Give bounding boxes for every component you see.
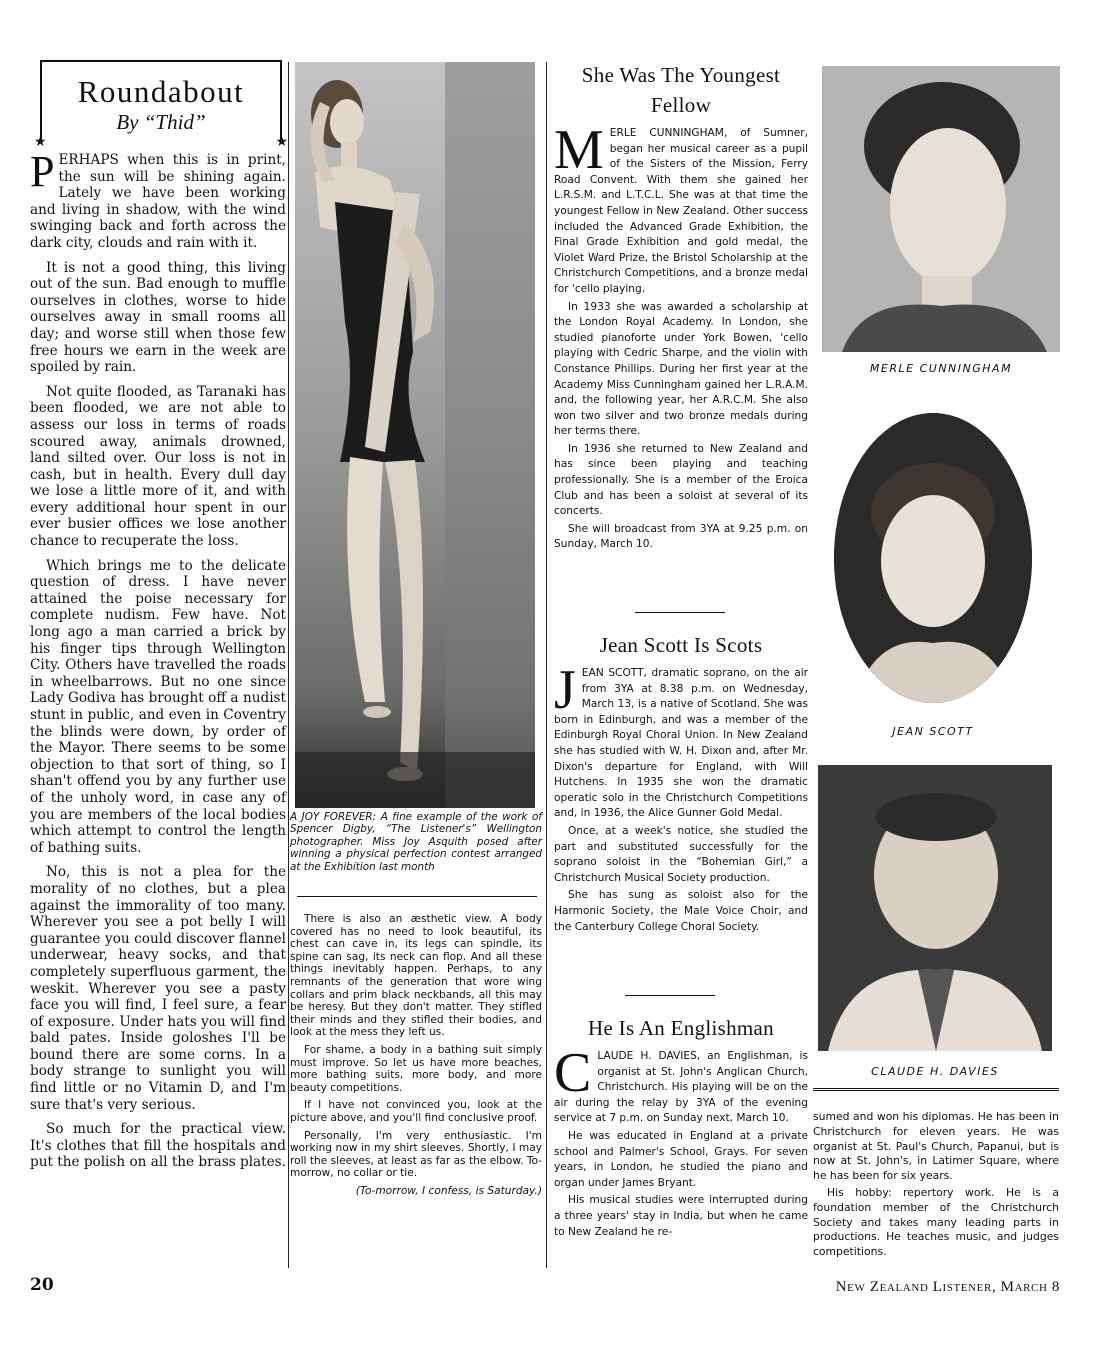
portrait-illustration — [818, 765, 1052, 1051]
paragraph: There is also an æsthetic view. A body covered has no need to look beautiful, its chest can cave in, its legs can spindle, its spine can sag, its neck can flop. And all these things inevitably happen. Perhaps, to any remnants of the generation that wore wing collars and prim black neckbands, all this may be heresy. But they don't matter. They stifled their minds and they stifled their bodies, and look at the mess they left us. — [290, 913, 542, 1039]
merle-cunningham-caption: MERLE CUNNINGHAM — [869, 362, 1013, 375]
divider — [813, 1088, 1059, 1091]
drop-cap: P — [30, 147, 55, 196]
roundabout-continued — [290, 913, 542, 1202]
paragraph: JEAN SCOTT, dramatic soprano, on the air from 3YA at 8.38 p.m. on Wednesday, March 13, is a native of Scotland. She was born in Edinburgh, and was a member of the Edinburgh Royal Choral Union. In New Zealand she has studied with W. H. Dixon and, after Mr. Dixon's departure for England, with Will Hutchens. In 1935 she won the dramatic operatic solo in the Christchurch Competitions and, in 1936, the Alice Gunner Gold Medal. — [554, 659, 808, 820]
paragraph: She will broadcast from 3YA at 9.25 p.m. on Sunday, March 10. — [554, 522, 808, 551]
paragraph: She has sung as soloist also for the Harmonic Society, the Male Voice Choir, and the Canterbury College Choral Society. — [554, 889, 808, 933]
paragraph: PERHAPS when this is in print, the sun will be shining again. Lately we have been working and living in shadow, with the wind swinging back and forth across the dark city, clouds and rain with it. — [30, 147, 286, 251]
cunningham-headline: She Was The Youngest Fellow — [581, 63, 781, 117]
paragraph: Once, at a week's notice, she studied the part and substituted successfully for the soprano soloist in the “Bohemian Girl,” a Christchurch Musical Society production. — [554, 824, 808, 884]
paragraph: So much for the practical view. It's clothes that fill the hospitals and put the polish on all the brass plates. — [30, 1121, 286, 1171]
paragraph: He was educated in England at a private school and Palmer's School, Grays. For seven years, in London, he studied the piano and organ under James Bryant. — [554, 1129, 808, 1189]
jean-scott-photo — [834, 413, 1032, 703]
divider — [635, 612, 725, 613]
joy-asquith-photo — [295, 62, 535, 808]
drop-cap: M — [554, 119, 604, 181]
paragraph: Personally, I'm very enthusiastic. I'm working now in my shirt sleeves. Shortly, I may roll the sleeves, at least as far as the elbow. To-morrow, no collar or tie. — [290, 1129, 542, 1180]
jean-scott-caption: JEAN SCOTT — [892, 725, 974, 738]
paragraph: His hobby: repertory work. He is a foundation member of the Christchurch Society and takes many leading parts in productions. He teaches music, and judges competitions. — [813, 1185, 1059, 1259]
paragraph: His musical studies were interrupted during a three years' stay in India, but when he came to New Zealand he re- — [554, 1194, 808, 1238]
davies-continued — [813, 1110, 1059, 1262]
page-number: 20 — [30, 1275, 54, 1295]
davies-article — [554, 1013, 808, 1242]
claude-davies-caption: CLAUDE H. DAVIES — [871, 1065, 999, 1078]
cunningham-article — [554, 60, 808, 555]
joy-photo-caption: A JOY FOREVER: A fine example of the work of Spencer Digby, “The Listener's” Wellington photographer. Miss Joy Asquith posed after winning a physical perfection contest arranged at the Exhibition last month — [290, 811, 542, 873]
column-rule — [288, 62, 289, 1268]
roundabout-column — [30, 60, 286, 1179]
masthead-footer: New Zealand Listener, March 8 — [835, 1279, 1060, 1295]
merle-cunningham-photo — [822, 66, 1060, 352]
drop-cap: C — [554, 1042, 592, 1104]
roundabout-body — [30, 147, 286, 1171]
roundabout-title: Roundabout — [77, 74, 245, 109]
paragraph: sumed and won his diplomas. He has been in Christchurch for eleven years. He was organist at St. Paul's Church, Papanui, but is now at St. John's, in Latimer Square, where he has been for six years. — [813, 1110, 1059, 1183]
divider — [625, 995, 715, 996]
cunningham-body — [554, 119, 808, 553]
paragraph: If I have not convinced you, look at the picture above, and you'll find conclusive proof. — [290, 1099, 542, 1124]
davies-body — [554, 1042, 808, 1240]
star-icon: ★ — [275, 134, 288, 150]
paragraph: No, this is not a plea for the morality of no clothes, but a plea against the immorality of too many. Wherever you see a pot belly I will guarantee you could discover flannel underwear, heavy socks, and that completely superfluous garment, the weskit. Wherever you see a pasty face you will find, I feel sure, a fear of exposure. Under hats you will find bald pates. Inside goloshes I'll be bound there are some corns. In a body strange to sunlight you will find little or no Vitamin D, and I'm sure that's very serious. — [30, 864, 286, 1113]
roundabout-title-box — [34, 60, 288, 150]
scott-article — [554, 630, 808, 937]
paragraph: It is not a good thing, this living out of the sun. Bad enough to muffle ourselves in clothes, worse to hide ourselves away in small rooms all day; and worse still when those few free hours we earn in the week are spoiled by rain. — [30, 259, 286, 376]
portrait-illustration — [822, 66, 1060, 352]
roundabout-byline: By “Thid” — [116, 110, 206, 134]
star-icon: ★ — [34, 134, 47, 150]
portrait-illustration — [834, 413, 1032, 703]
paragraph: In 1933 she was awarded a scholarship at the London Royal Academy. In London, she studied pianoforte under York Bowen, 'cello playing with Cedric Sharpe, and the violin with Constance Phillips. During her first year at the Academy Miss Cunningham gained her L.R.A.M. and, the following year, her A.R.C.M. She also won two silver and two bronze medals during her terms there. — [554, 300, 808, 438]
paragraph: For shame, a body in a bathing suit simply must improve. So let us have more beaches, more bathing suits, more body, and more beauty competitions. — [290, 1043, 542, 1094]
column-rule — [546, 62, 547, 1268]
divider — [297, 896, 537, 897]
scott-body — [554, 659, 808, 935]
paragraph: Which brings me to the delicate question of dress. I have never attained the poise necessary for complete nudism. Few have. Not long ago a man carried a brick by his finger tips through Wellington City. Others have travelled the roads in wheelbarrows. But no one since Lady Godiva has brought off a nudist stunt in public, and even in Coventry the blinds were down, by order of the Mayor. There seems to be some objection to that sort of thing, so I shan't offend you by any further use of the unholy word, in case any of you are members of the local bodies which attempt to control the length of bathing suits. — [30, 557, 286, 856]
paragraph: CLAUDE H. DAVIES, an Englishman, is organist at St. John's Anglican Church, Christchurch. His playing will be on the air during the relay by 3YA of the evening service at 7 p.m. on Sunday next, March 10. — [554, 1042, 808, 1125]
scott-headline: Jean Scott Is Scots — [599, 633, 763, 657]
closing-line: (To-morrow, I confess, is Saturday.) — [355, 1184, 542, 1197]
paragraph: Not quite flooded, as Taranaki has been flooded, we are not able to assess our loss in terms of roads scoured away, animals drowned, land silted over. Our loss is not in cash, but in health. Every dull day we lose a little more of it, and with every additional hour spent in our ever busier offices we lose another chance to recuperate the loss. — [30, 383, 286, 550]
paragraph: In 1936 she returned to New Zealand and has since been playing and teaching professionally. She is a member of the Eroica Club and has been a soloist at several of its concerts. — [554, 442, 808, 518]
bathing-figure-illustration — [295, 62, 535, 808]
paragraph: MERLE CUNNINGHAM, of Sumner, began her musical career as a pupil of the Sisters of the Mission, Ferry Road Convent. With them she gained her L.R.S.M. and L.T.C.L. She was at that time the youngest Fellow in New Zealand. Other success included the Advanced Grade Exhibition, the Final Grade Exhibition and gold medal, the Violet Ward Prize, the Bristol Scholarship at the Christchurch Competitions, and a bronze medal for 'cello playing. — [554, 119, 808, 295]
claude-davies-photo — [818, 765, 1052, 1051]
drop-cap: J — [554, 659, 576, 721]
davies-headline: He Is An Englishman — [588, 1016, 774, 1040]
